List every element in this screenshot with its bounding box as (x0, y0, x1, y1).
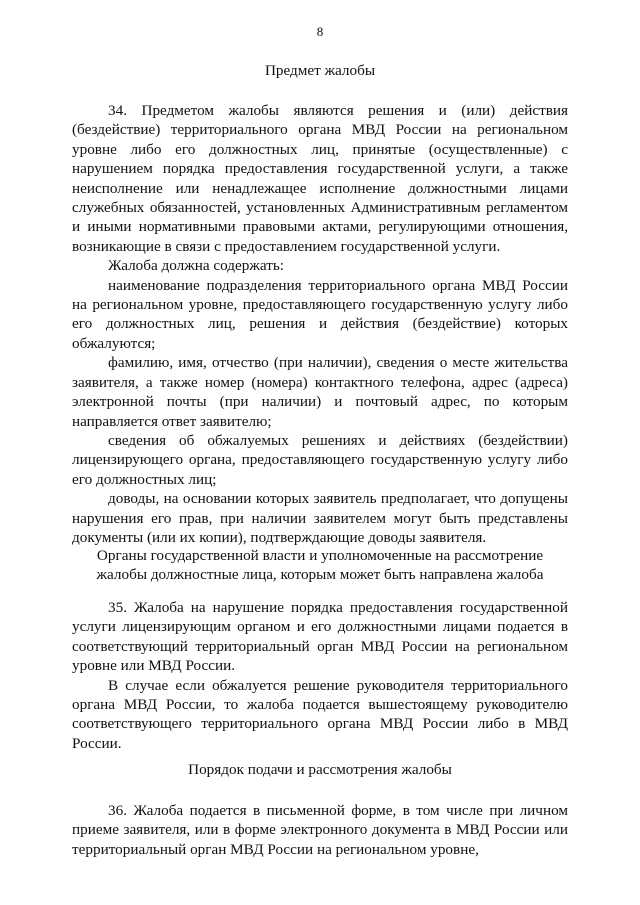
section-heading-line: жалобы должностные лица, которым может быть направлена жалоба (96, 566, 544, 584)
paragraph: фамилию, имя, отчество (при наличии), сведения о месте жительства заявителя, а также номер (номера) контактного телефона, адрес (адреса) электронной почты (при наличии) и почтовый адрес, по которым направляется ответ заявителю; (72, 354, 568, 430)
paragraph: Жалоба должна содержать: (108, 257, 284, 275)
page-number: 8 (316, 24, 324, 39)
section-heading-line: Органы государственной власти и уполномоченные на рассмотрение (96, 547, 544, 564)
paragraph: 35. Жалоба на нарушение порядка предоставления государственной услуги лицензирующим органом и его должностными лицами подается в соответствующий территориальный орган МВД России на региональном уровне или МВД России. (72, 599, 568, 675)
section-2-body (72, 598, 568, 753)
paragraph: 34. Предметом жалобы являются решения и (или) действия (бездействие) территориального органа МВД России на региональном уровне либо его должностных лиц, принятые (осуществленные) с нарушением порядка предоставления государственной услуги, а также неисполнение или ненадлежащее исполнение должностными лицами служебных обязанностей, установленных Административным регламентом и иными нормативными правовыми актами, регулирующими отношения, возникающие в связи с предоставлением государственной услуги. (72, 102, 568, 255)
section-heading: Предмет жалобы (264, 62, 376, 79)
section-1-body (72, 101, 568, 547)
paragraph: сведения об обжалуемых решениях и действиях (бездействии) лицензирующего органа, предоставляющего государственную услугу либо его должностных лиц; (72, 431, 568, 488)
paragraph: 36. Жалоба подается в письменной форме, в том числе при личном приеме заявителя, или в форме электронного документа в МВД России или территориальный орган МВД России на региональном уровне, (72, 802, 568, 858)
section-3-body (72, 801, 568, 859)
paragraph: наименование подразделения территориального органа МВД России на региональном уровне, предоставляющего государственную услугу либо его должностных лиц, решения и действия (бездействие) которых обжалуются; (72, 276, 568, 352)
section-authorities (72, 546, 568, 585)
paragraph: В случае если обжалуется решение руководителя территориального органа МВД России, то жалоба подается вышестоящему руководителю соответствующего территориального органа МВД России либо в МВД России. (72, 676, 568, 752)
section-subject-of-complaint (72, 61, 568, 80)
section-procedure (72, 760, 568, 779)
paragraph: доводы, на основании которых заявитель предполагает, что допущены нарушения его прав, при наличии заявителем могут быть представлены документы (или их копии), подтверждающие доводы заявителя. (72, 490, 568, 546)
section-heading: Порядок подачи и рассмотрения жалобы (188, 761, 452, 778)
